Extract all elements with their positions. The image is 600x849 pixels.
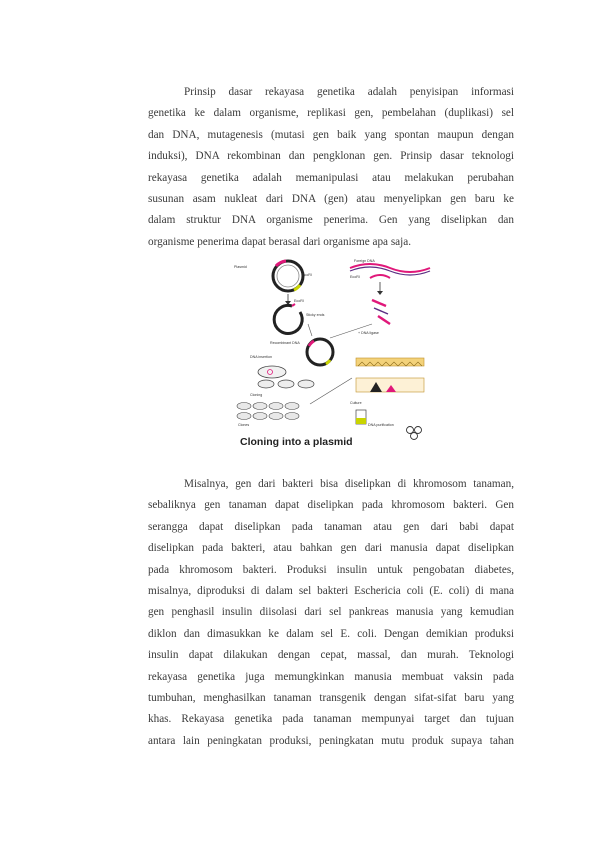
figure-caption: Cloning into a plasmid (240, 436, 353, 448)
text-line: gen penghasil insulin diisolasi dari sel pankreas manusia yang kemudian (148, 606, 514, 619)
text-line: serangga dapat diselipkan pada tanaman atau gen dari babi dapat (148, 520, 514, 533)
clones-label: Clones (238, 423, 250, 427)
ecori-label: EcoRI (294, 299, 304, 303)
text-line: khas. Rekayasa genetika pada tanaman mempunyai target dan tujuan (148, 713, 514, 726)
text-line: susunan asam nukleat dari DNA (gen) atau menyelipkan gen baru ke (148, 193, 514, 206)
plasmid-illustration (234, 261, 312, 291)
text-line: antara lain peningkatan produksi, peningkatan mutu produk supaya tahan (148, 734, 514, 747)
text-line: pada khromosom bakteri. Produksi insulin untuk pengobatan diabetes, (148, 563, 514, 576)
ecori-label: EcoRI (350, 275, 360, 279)
text-line: induksi), DNA rekombinan dan pengklonan gen. Prinsip dasar teknologi (148, 150, 514, 163)
ecori-label: EcoRI (302, 273, 312, 277)
text-line: Prinsip dasar rekayasa genetika adalah penyisipan informasi (184, 86, 514, 98)
text-line: rekayasa genetika adalah memanipulasi atau melakukan perubahan (148, 171, 514, 184)
text-line: tumbuhan, menghasilkan tanaman transgenik dengan sifat-sifat baru yang (148, 692, 514, 705)
text-line: dan DNA, mutagenesis (mutasi gen baik yang spontan maupun dengan (148, 128, 514, 141)
text-line: dalam struktur DNA organisme penerima. Gen yang diselipkan dan (148, 214, 514, 227)
recombinant-dna-illustration (270, 339, 333, 365)
foreign-dna-label: Foreign DNA (354, 259, 375, 263)
recombinant-label: Recombinant DNA (270, 341, 300, 345)
analysis-illustration (310, 358, 424, 440)
text-line: misalnya, diproduksi di dalam sel bakteri Eschericia coli (E. coli) di mana (148, 585, 514, 598)
ligase-label: + DNA ligase (358, 331, 379, 335)
purification-label: DNA purification (368, 423, 394, 427)
text-line: Misalnya, gen dari bakteri bisa diselipkan di khromosom tanaman, (184, 478, 514, 490)
bacteria-illustration (237, 355, 314, 427)
culture-label: Culture (350, 401, 362, 405)
cloning-label: Cloning (250, 393, 263, 397)
paragraph-2 (148, 474, 514, 752)
text-line: diselipkan pada bakteri, atau bahkan gen dari manusia dapat diselipkan (148, 542, 514, 555)
text-line: sebaliknya gen tanaman dapat diselipkan pada khromosom bakteri. Gen (148, 499, 514, 512)
cut-plasmid-illustration (274, 299, 324, 333)
text-line: insulin dapat dilakukan dengan cepat, massal, dan murah. Teknologi (148, 649, 514, 662)
text-line: rekayasa genetika juga memungkinkan manusia membuat vaksin pada (148, 670, 514, 683)
foreign-dna-illustration (350, 259, 430, 279)
text-line: diklon dan dimasukkan ke dalam sel E. coli. Dengan demikian produksi (148, 627, 514, 640)
paragraph-1 (148, 82, 514, 253)
plasmid-label: Plasmid (234, 265, 247, 269)
text-line: organisme penerima dapat berasal dari organisme apa saja. (148, 235, 412, 248)
text-line: genetika ke dalam organisme, replikasi gen, pembelahan (duplikasi) sel (148, 107, 514, 120)
dna-fragment-illustration (358, 300, 390, 335)
sticky-ends-label: Sticky ends (306, 313, 325, 317)
cloning-diagram (230, 254, 440, 454)
dna-insertion-label: DNA insertion (250, 355, 272, 359)
